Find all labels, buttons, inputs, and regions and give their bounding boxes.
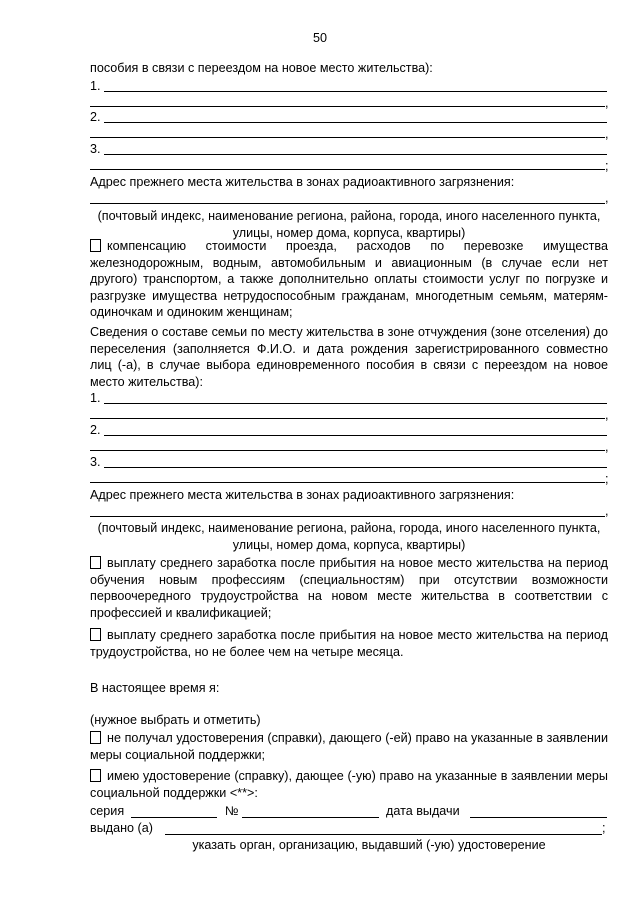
member2-3-semicolon: ;	[605, 472, 609, 486]
salary-training-text: выплату среднего заработка после прибытия на новое место жительства на период обучения новым профессиям (специальностям) при отсутствии возможности первоочередного трудоустройства на новом месте жительства в соответствии с профессией и квалификацией;	[90, 556, 608, 620]
member2-2-field[interactable]	[104, 435, 607, 436]
currently-heading: В настоящее время я:	[90, 681, 220, 695]
compensation-text: компенсацию стоимости проезда, расходов по перевозке имущества железнодорожным, водным, автомобильным и авиационным (в случае если нет другого) транспортом, а также дополнительно оплаты стоимости услуг по погрузке и разгрузке имущества нетрудоспособным гражданам, многодетным семьям, матерям-одиночкам и одиноким женщинам;	[90, 239, 608, 319]
compensation-option	[90, 238, 608, 321]
member2-1-number: 1.	[90, 391, 101, 405]
benefit-intro-text: пособия в связи с переездом на новое место жительства):	[90, 61, 433, 75]
address-hint: (почтовый индекс, наименование региона, района, города, иного населенного пункта, улицы, номер дома, корпуса, квартиры)	[97, 209, 601, 240]
address2-comma: ,	[605, 504, 609, 518]
address-label: Адрес прежнего места жительства в зонах радиоактивного загрязнения:	[90, 175, 515, 189]
choose-hint: (нужное выбрать и отметить)	[90, 713, 261, 727]
member-2-field[interactable]	[104, 122, 607, 123]
compensation-checkbox[interactable]	[90, 239, 101, 252]
member-2-comma: ,	[605, 127, 609, 141]
have-certificate-option	[90, 768, 608, 801]
member-1-number: 1.	[90, 79, 101, 93]
issue-date-field[interactable]	[470, 817, 607, 818]
issue-date-label: дата выдачи	[386, 804, 460, 818]
series-label: серия	[90, 804, 125, 818]
member-3-semicolon: ;	[605, 159, 609, 173]
issued-by-hint: указать орган, организацию, выдавший (-ую) удостоверение	[192, 838, 546, 852]
salary-training-checkbox[interactable]	[90, 556, 101, 569]
member-1-field-line2[interactable]	[90, 106, 605, 107]
have-certificate-checkbox[interactable]	[90, 769, 101, 782]
member2-1-comma: ,	[605, 408, 609, 422]
series-field[interactable]	[131, 817, 217, 818]
member2-3-field-line2[interactable]	[90, 482, 605, 483]
member2-1-field[interactable]	[104, 403, 607, 404]
salary-employment-checkbox[interactable]	[90, 628, 101, 641]
member-2-field-line2[interactable]	[90, 137, 605, 138]
member-1-field[interactable]	[104, 91, 607, 92]
number-label: №	[225, 804, 239, 818]
member2-1-field-line2[interactable]	[90, 418, 605, 419]
salary-employment-text: выплату среднего заработка после прибытия на новое место жительства на период трудоустройства, но не более чем на четыре месяца.	[90, 628, 608, 659]
address-comma: ,	[605, 191, 609, 205]
no-certificate-option	[90, 730, 608, 763]
member-1-comma: ,	[605, 96, 609, 110]
member-3-field-line2[interactable]	[90, 169, 605, 170]
family-info-text: Сведения о составе семьи по месту жительства в зоне отчуждения (зоне отселения) до переселения (заполняется Ф.И.О. и дата рождения зарегистрированного совместно лиц (-а), в случае выбора единовременного пособия в связи с переездом на новое место жительства):	[90, 325, 608, 389]
member-3-field[interactable]	[104, 154, 607, 155]
page-number: 50	[312, 31, 327, 45]
issued-by-semicolon: ;	[602, 821, 606, 835]
no-certificate-text: не получал удостоверения (справки), дающего (-ей) право на указанные в заявлении меры социальной поддержки;	[90, 731, 608, 762]
member-3-number: 3.	[90, 142, 101, 156]
have-certificate-text: имею удостоверение (справку), дающее (-ую) право на указанные в заявлении меры социальной поддержки <**>:	[90, 769, 608, 800]
issued-by-label: выдано (а)	[90, 821, 153, 835]
no-certificate-checkbox[interactable]	[90, 731, 101, 744]
issued-by-field[interactable]	[165, 834, 602, 835]
address2-hint: (почтовый индекс, наименование региона, района, города, иного населенного пункта, улицы, номер дома, корпуса, квартиры)	[97, 521, 601, 552]
member-2-number: 2.	[90, 110, 101, 124]
member2-2-comma: ,	[605, 440, 609, 454]
address2-label: Адрес прежнего места жительства в зонах радиоактивного загрязнения:	[90, 488, 515, 502]
address-field[interactable]	[90, 203, 605, 204]
salary-employment-option	[90, 627, 608, 660]
member2-2-field-line2[interactable]	[90, 450, 605, 451]
member2-3-number: 3.	[90, 455, 101, 469]
address2-field[interactable]	[90, 516, 605, 517]
member2-2-number: 2.	[90, 423, 101, 437]
salary-training-option	[90, 555, 608, 621]
member2-3-field[interactable]	[104, 467, 607, 468]
number-field[interactable]	[242, 817, 379, 818]
